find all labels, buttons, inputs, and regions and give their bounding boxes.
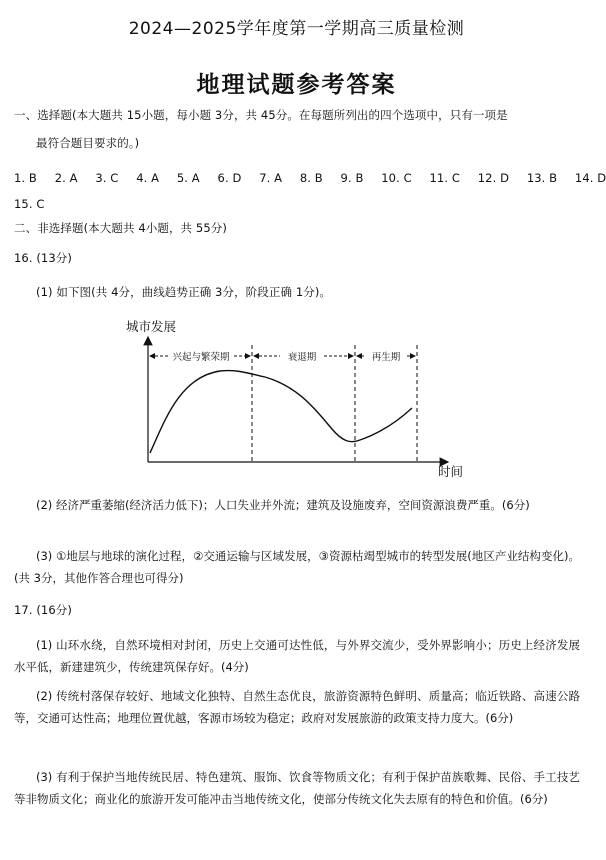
- paper-title: 地理试题参考答案: [196, 72, 397, 98]
- answer-item: 14. D: [574, 171, 606, 185]
- answer-item: 6. D: [217, 171, 242, 185]
- answer-item: 11. C: [429, 171, 460, 185]
- answer-item: 13. B: [526, 171, 558, 185]
- q16-part2: (2) 经济严重萎缩(经济活力低下)；人口失业并外流；建筑及设施废弃，空间资源浪费严重。(6分): [36, 498, 530, 512]
- q16-part1: (1) 如下图(共 4分，曲线趋势正确 3分，阶段正确 1分)。: [36, 285, 332, 299]
- city-development-chart: [0, 315, 593, 485]
- answer-item: 5. A: [176, 171, 200, 185]
- answers-row-1: [14, 171, 606, 186]
- development-curve: [150, 371, 412, 453]
- section1-heading-line2: 最符合题目要求的。): [36, 136, 140, 150]
- answer-item: 7. A: [259, 171, 283, 185]
- answer-item: 15. C: [14, 197, 45, 211]
- answer-item: 10. C: [381, 171, 412, 185]
- q17-part2: (2) 传统村落保存较好、地域文化独特、自然生态优良，旅游资源特色鲜明、质量高；临近铁路、高速公路等，交通可达性高；地理位置优越，客源市场较为稳定；政府对发展旅游的政策支持力度大。(6分): [14, 689, 580, 725]
- q17-title: 17. (16分): [14, 603, 72, 617]
- q16-title: 16. (13分): [14, 251, 72, 265]
- stage-label-decline: 衰退期: [287, 352, 317, 363]
- stage-label-rise: 兴起与繁荣期: [172, 352, 230, 363]
- answer-item: 9. B: [340, 171, 364, 185]
- answers-row-2: [14, 197, 58, 212]
- section1-heading-line1: 一、选择题(本大题共 15小题，每小题 3分，共 45分。在每题所列出的四个选项中，只有一项是: [14, 108, 508, 122]
- q17-part3: (3) 有利于保护当地传统民居、特色建筑、服饰、饮食等物质文化；有利于保护苗族歌舞、民俗、手工技艺等非物质文化；商业化的旅游开发可能冲击当地传统文化，使部分传统文化失去原有的特色和价值。(6分): [14, 770, 580, 806]
- answer-item: 12. D: [477, 171, 510, 185]
- answer-item: 1. B: [14, 171, 37, 185]
- section2-heading: 二、非选择题(本大题共 4小题，共 55分): [14, 221, 227, 235]
- stage-label-regeneration: 再生期: [371, 352, 401, 363]
- y-axis-label: 城市发展: [126, 319, 177, 334]
- exam-title: 2024—2025学年度第一学期高三质量检测: [128, 19, 465, 39]
- answer-item: 3. C: [95, 171, 119, 185]
- x-axis-label: 时间: [438, 464, 464, 479]
- q17-part1: (1) 山环水绕，自然环境相对封闭，历史上交通可达性低，与外界交流少，受外界影响小；历史上经济发展水平低，新建建筑少，传统建筑保存好。(4分): [14, 638, 580, 674]
- q16-part3: (3) ①地层与地球的演化过程，②交通运输与区域发展，③资源枯竭型城市的转型发展(地区产业结构变化)。(共 3分，其他作答合理也可得分): [14, 549, 580, 585]
- answer-item: 4. A: [136, 171, 160, 185]
- answer-item: 2. A: [54, 171, 78, 185]
- answer-item: 8. B: [299, 171, 323, 185]
